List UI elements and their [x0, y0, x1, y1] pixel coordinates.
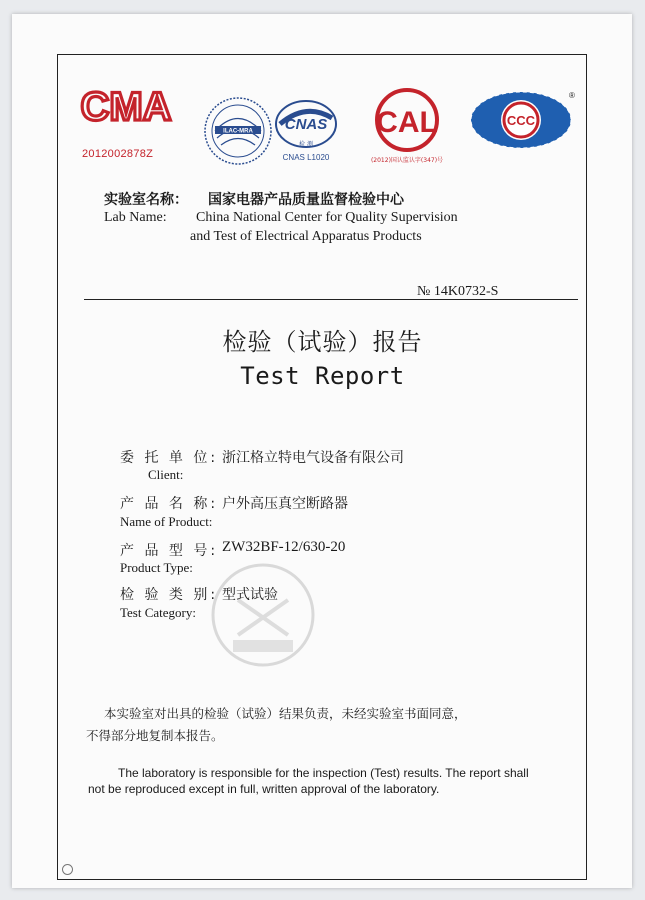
cma-logo-text: CMA	[80, 85, 172, 129]
corner-mark-icon	[62, 864, 73, 875]
title-en: Test Report	[240, 362, 405, 390]
test-category-value: 型式试验	[222, 587, 278, 603]
report-border-frame	[57, 54, 587, 880]
product-type-value: ZW32BF-12/630-20	[222, 539, 346, 555]
notice-en-line1: The laboratory is responsible for the inspection (Test) results. The report shall	[118, 766, 529, 780]
cma-number: 2012002878Z	[82, 148, 154, 160]
cnas-code: CNAS L1020	[282, 153, 330, 162]
ccc-registered-mark: ®	[569, 91, 575, 100]
client-label-cn: 委 托 单 位:	[120, 450, 219, 466]
cnas-logo-text: CNAS	[284, 116, 328, 133]
client-value: 浙江格立特电气设备有限公司	[222, 450, 404, 466]
product-type-label-cn: 产 品 型 号:	[120, 543, 219, 559]
cnas-sub-text: 检 测	[299, 141, 313, 148]
ilac-mra-logo	[203, 96, 273, 170]
notice-en-line2: not be reproduced except in full, written approval of the laboratory.	[88, 782, 440, 796]
lab-name-en-line2: and Test of Electrical Apparatus Products	[190, 229, 422, 244]
lab-name-cn: 国家电器产品质量监督检验中心	[208, 192, 404, 208]
ccc-logo	[468, 88, 578, 156]
notice-cn-line2: 不得部分地复制本报告。	[86, 728, 224, 743]
cal-logo-text: CAL	[376, 106, 438, 139]
lab-label-en: Lab Name:	[104, 210, 167, 225]
lab-name-en-line1: China National Center for Quality Supervision	[196, 210, 458, 225]
title-cn: 检验（试验）报告	[222, 328, 423, 356]
cal-caption: (2012)国认监认字(347)号	[370, 157, 444, 164]
client-label-en: Client:	[148, 467, 184, 482]
lab-label-cn: 实验室名称：	[104, 192, 188, 208]
ilac-mra-text: ILAC-MRA	[223, 128, 253, 135]
cal-logo	[367, 86, 451, 170]
notice-cn-line1: 本实验室对出具的检验（试验）结果负责，未经实验室书面同意，	[104, 706, 467, 721]
test-category-label-cn: 检 验 类 别:	[120, 587, 219, 603]
cnas-logo	[272, 96, 340, 170]
cma-logo	[78, 84, 174, 130]
product-name-label-cn: 产 品 名 称:	[120, 496, 219, 512]
product-name-value: 户外高压真空断路器	[222, 496, 348, 512]
faint-seal-stamp	[208, 560, 318, 670]
header-divider	[84, 299, 578, 300]
ccc-logo-text: CCC	[506, 113, 536, 128]
product-type-label-en: Product Type:	[120, 560, 193, 575]
product-name-label-en: Name of Product:	[120, 514, 213, 529]
test-category-label-en: Test Category:	[120, 605, 196, 620]
report-number: № 14K0732-S	[417, 284, 499, 299]
